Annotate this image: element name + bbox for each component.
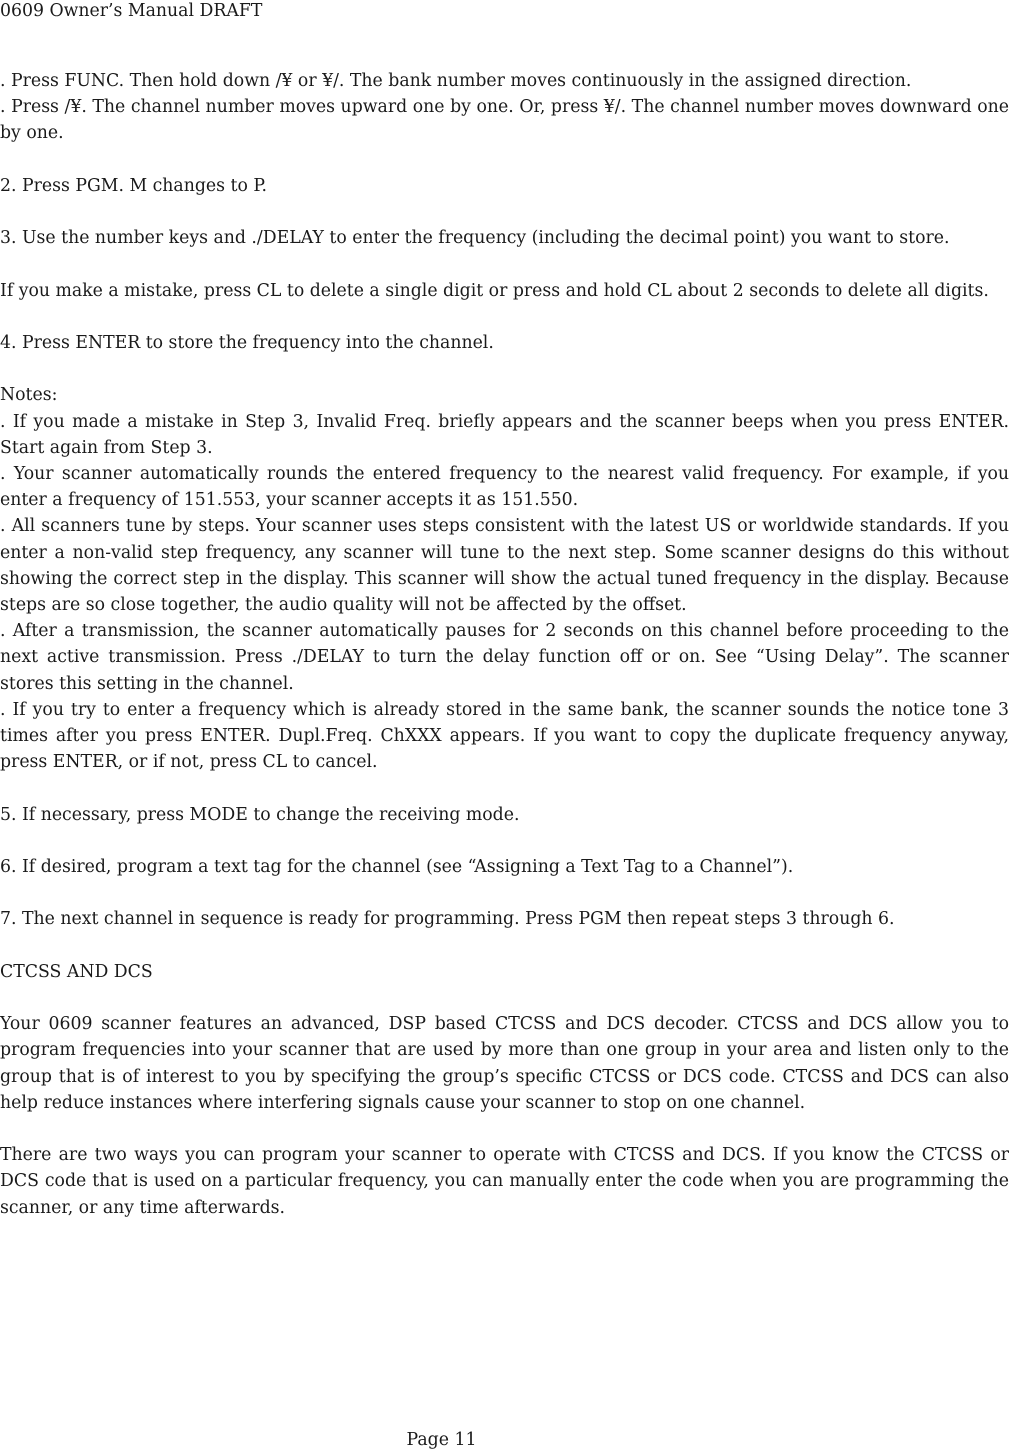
page-number: Page 11 bbox=[406, 1430, 477, 1450]
note-rounding: . Your scanner automatically rounds the entered frequency to the nearest valid frequency. For example, if you enter a frequency of 151.553, your scanner accepts it as 151.550. bbox=[0, 463, 1009, 511]
step-4: 4. Press ENTER to store the frequency into the channel. bbox=[0, 332, 494, 353]
section-heading: CTCSS AND DCS bbox=[0, 961, 153, 982]
step-7: 7. The next channel in sequence is ready for programming. Press PGM then repeat steps 3 through 6. bbox=[0, 909, 895, 930]
ctcss-paragraph-1: Your 0609 scanner features an advanced, DSP based CTCSS and DCS decoder. CTCSS and DCS allow you to program frequencies into your scanner that are used by more than one group in your area and listen only to the group that is of interest to you by specifying the group’s specific CTCSS or DCS code. CTCSS and DCS can also help reduce instances where interfering signals cause your scanner to stop on one channel. bbox=[0, 1014, 1009, 1113]
step-2: 2. Press PGM. M changes to P. bbox=[0, 175, 267, 196]
notes-heading: Notes: bbox=[0, 385, 58, 406]
mistake-note: If you make a mistake, press CL to delete a single digit or press and hold CL about 2 seconds to delete all digits. bbox=[0, 280, 989, 301]
note-duplicate: . If you try to enter a frequency which is already stored in the same bank, the scanner sounds the notice tone 3 times after you press ENTER. Dupl.Freq. ChXXX appears. If you want to copy the duplicate frequency anyway, press ENTER, or if not, press CL to cancel. bbox=[0, 699, 1009, 773]
note-delay: . After a transmission, the scanner automatically pauses for 2 seconds on this channel before proceeding to the next active transmission. Press ./DELAY to turn the delay function off or on. See “Using Delay”. The scanner stores this setting in the channel. bbox=[0, 621, 1009, 694]
page-body bbox=[0, 68, 1009, 1221]
step-5: 5. If necessary, press MODE to change the receiving mode. bbox=[0, 804, 520, 825]
step-3: 3. Use the number keys and ./DELAY to enter the frequency (including the decimal point) you want to store. bbox=[0, 228, 950, 249]
channel-step-instruction: . Press /¥. The channel number moves upward one by one. Or, press ¥/. The channel number moves downward one by one. bbox=[0, 97, 1009, 144]
bank-scroll-instruction: . Press FUNC. Then hold down /¥ or ¥/. The bank number moves continuously in the assigned direction. bbox=[0, 71, 912, 91]
page-footer bbox=[0, 1429, 1009, 1451]
note-invalid-freq: . If you made a mistake in Step 3, Invalid Freq. briefly appears and the scanner beeps when you press ENTER. Start again from Step 3. bbox=[0, 411, 1009, 458]
page-header: 0609 Owner’s Manual DRAFT bbox=[0, 1, 263, 21]
ctcss-paragraph-2: There are two ways you can program your scanner to operate with CTCSS and DCS. If you know the CTCSS or DCS code that is used on a particular frequency, you can manually enter the code when you are programming the scanner, or any time afterwards. bbox=[0, 1145, 1009, 1218]
step-6: 6. If desired, program a text tag for the channel (see “Assigning a Text Tag to a Channel”). bbox=[0, 856, 794, 877]
note-tuning-steps: . All scanners tune by steps. Your scanner uses steps consistent with the latest US or worldwide standards. If you enter a non-valid step frequency, any scanner will tune to the next step. Some scanner designs do this without showing the correct step in the display. This scanner will show the actual tuned frequency in the display. Because steps are so close together, the audio quality will not be affected by the offset. bbox=[0, 516, 1009, 615]
